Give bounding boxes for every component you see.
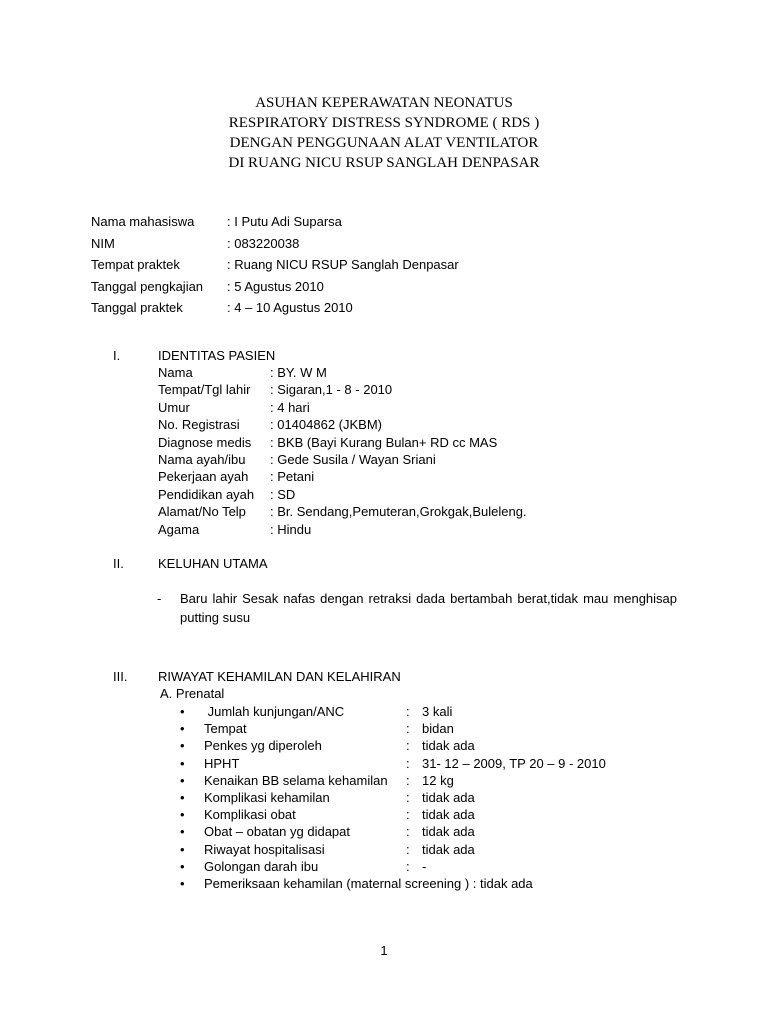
- identity-label: Alamat/No Telp: [158, 504, 246, 520]
- section-number: II.: [113, 556, 124, 571]
- complaint-text: Baru lahir Sesak nafas dengan retraksi dada bertambah berat,tidak mau menghisap putting susu: [180, 591, 677, 625]
- identity-label: Agama: [158, 521, 200, 537]
- student-value: : Ruang NICU RSUP Sanglah Denpasar: [227, 257, 459, 272]
- bullet-icon: •: [180, 704, 185, 719]
- bullet-icon: •: [180, 875, 185, 891]
- title-line: RESPIRATORY DISTRESS SYNDROME ( RDS ): [228, 115, 540, 131]
- identity-value: : BY. W M: [270, 365, 327, 380]
- bullet-icon: •: [180, 772, 185, 788]
- item-label: Komplikasi obat: [204, 807, 296, 823]
- section-title: IDENTITAS PASIEN: [158, 348, 276, 363]
- item-label: Penkes yg diperoleh: [204, 738, 322, 754]
- item-label: HPHT: [204, 755, 240, 771]
- student-label: Tempat praktek: [91, 257, 180, 272]
- item-colon: :: [406, 721, 410, 737]
- identity-value: : BKB (Bayi Kurang Bulan+ RD cc MAS: [270, 434, 498, 450]
- section-number: I.: [113, 348, 121, 363]
- identity-value: : Hindu: [270, 521, 312, 537]
- student-value: : 5 Agustus 2010: [227, 278, 324, 294]
- item-value: -: [422, 858, 427, 874]
- page-number: 1: [380, 943, 388, 958]
- identity-label: Nama: [158, 365, 193, 380]
- section-title: RIWAYAT KEHAMILAN DAN KELAHIRAN: [158, 669, 401, 684]
- item-label: Komplikasi kehamilan: [204, 789, 330, 805]
- identity-value: : 4 hari: [270, 399, 310, 415]
- identity-value: : Br. Sendang,Pemuteran,Grokgak,Buleleng.: [270, 504, 527, 520]
- identity-value: : SD: [270, 486, 296, 502]
- bullet-icon: •: [180, 841, 185, 857]
- student-value: : 4 – 10 Agustus 2010: [227, 300, 353, 315]
- title-line: DI RUANG NICU RSUP SANGLAH DENPASAR: [228, 155, 540, 171]
- identity-label: Pekerjaan ayah: [158, 469, 249, 485]
- identity-label: Nama ayah/ibu: [158, 451, 246, 467]
- item-value: bidan: [422, 721, 454, 737]
- bullet-icon: •: [180, 755, 185, 771]
- item-colon: :: [406, 755, 410, 771]
- item-value: tidak ada: [422, 824, 475, 840]
- student-label: NIM: [91, 235, 115, 251]
- item-colon: :: [406, 704, 410, 719]
- bullet-icon: •: [180, 738, 185, 754]
- item-colon: :: [406, 772, 410, 788]
- item-colon: :: [406, 738, 410, 754]
- item-label: Golongan darah ibu: [204, 858, 319, 874]
- bullet-icon: •: [180, 858, 185, 874]
- identity-value: : Sigaran,1 - 8 - 2010: [270, 382, 393, 398]
- item-value: 12 kg: [422, 772, 454, 788]
- student-label: Nama mahasiswa: [91, 214, 195, 229]
- item-label: Jumlah kunjungan/ANC: [204, 704, 345, 719]
- document-title: [0, 93, 768, 173]
- student-value: : 083220038: [227, 235, 300, 251]
- item-value: tidak ada: [422, 807, 475, 823]
- item-value: tidak ada: [422, 841, 475, 857]
- item-label: Kenaikan BB selama kehamilan: [204, 772, 388, 788]
- section-number: III.: [113, 669, 128, 684]
- bullet-icon: •: [180, 789, 185, 805]
- item-colon: :: [406, 824, 410, 840]
- bullet-icon: •: [180, 807, 185, 823]
- prenatal-subheading: A. Prenatal: [160, 686, 225, 701]
- item-value: 3 kali: [422, 704, 453, 719]
- student-value: : I Putu Adi Suparsa: [227, 214, 342, 229]
- student-label: Tanggal pengkajian: [91, 278, 204, 294]
- item-label: Riwayat hospitalisasi: [204, 841, 325, 857]
- identity-value: : Gede Susila / Wayan Sriani: [270, 451, 436, 467]
- item-label: Pemeriksaan kehamilan (maternal screening ) : tidak ada: [204, 875, 533, 891]
- dash-marker: -: [157, 591, 162, 606]
- item-colon: :: [406, 807, 410, 823]
- identity-value: : 01404862 (JKBM): [270, 417, 383, 433]
- item-colon: :: [406, 789, 410, 805]
- student-label: Tanggal praktek: [91, 300, 183, 315]
- item-value: tidak ada: [422, 789, 475, 805]
- item-label: Tempat: [204, 721, 247, 737]
- item-value: tidak ada: [422, 738, 475, 754]
- item-colon: :: [406, 858, 410, 874]
- section-title: KELUHAN UTAMA: [158, 556, 268, 571]
- item-value: 31- 12 – 2009, TP 20 – 9 - 2010: [422, 755, 606, 771]
- identity-label: Umur: [158, 399, 190, 415]
- title-line: ASUHAN KEPERAWATAN NEONATUS: [255, 95, 513, 111]
- bullet-icon: •: [180, 721, 185, 737]
- title-line: DENGAN PENGGUNAAN ALAT VENTILATOR: [229, 135, 539, 151]
- identity-label: Pendidikan ayah: [158, 486, 255, 502]
- identity-label: No. Registrasi: [158, 417, 240, 433]
- item-colon: :: [406, 841, 410, 857]
- identity-label: Diagnose medis: [158, 434, 252, 450]
- item-label: Obat – obatan yg didapat: [204, 824, 351, 840]
- identity-label: Tempat/Tgl lahir: [158, 382, 251, 398]
- identity-value: : Petani: [270, 469, 315, 485]
- bullet-icon: •: [180, 824, 185, 840]
